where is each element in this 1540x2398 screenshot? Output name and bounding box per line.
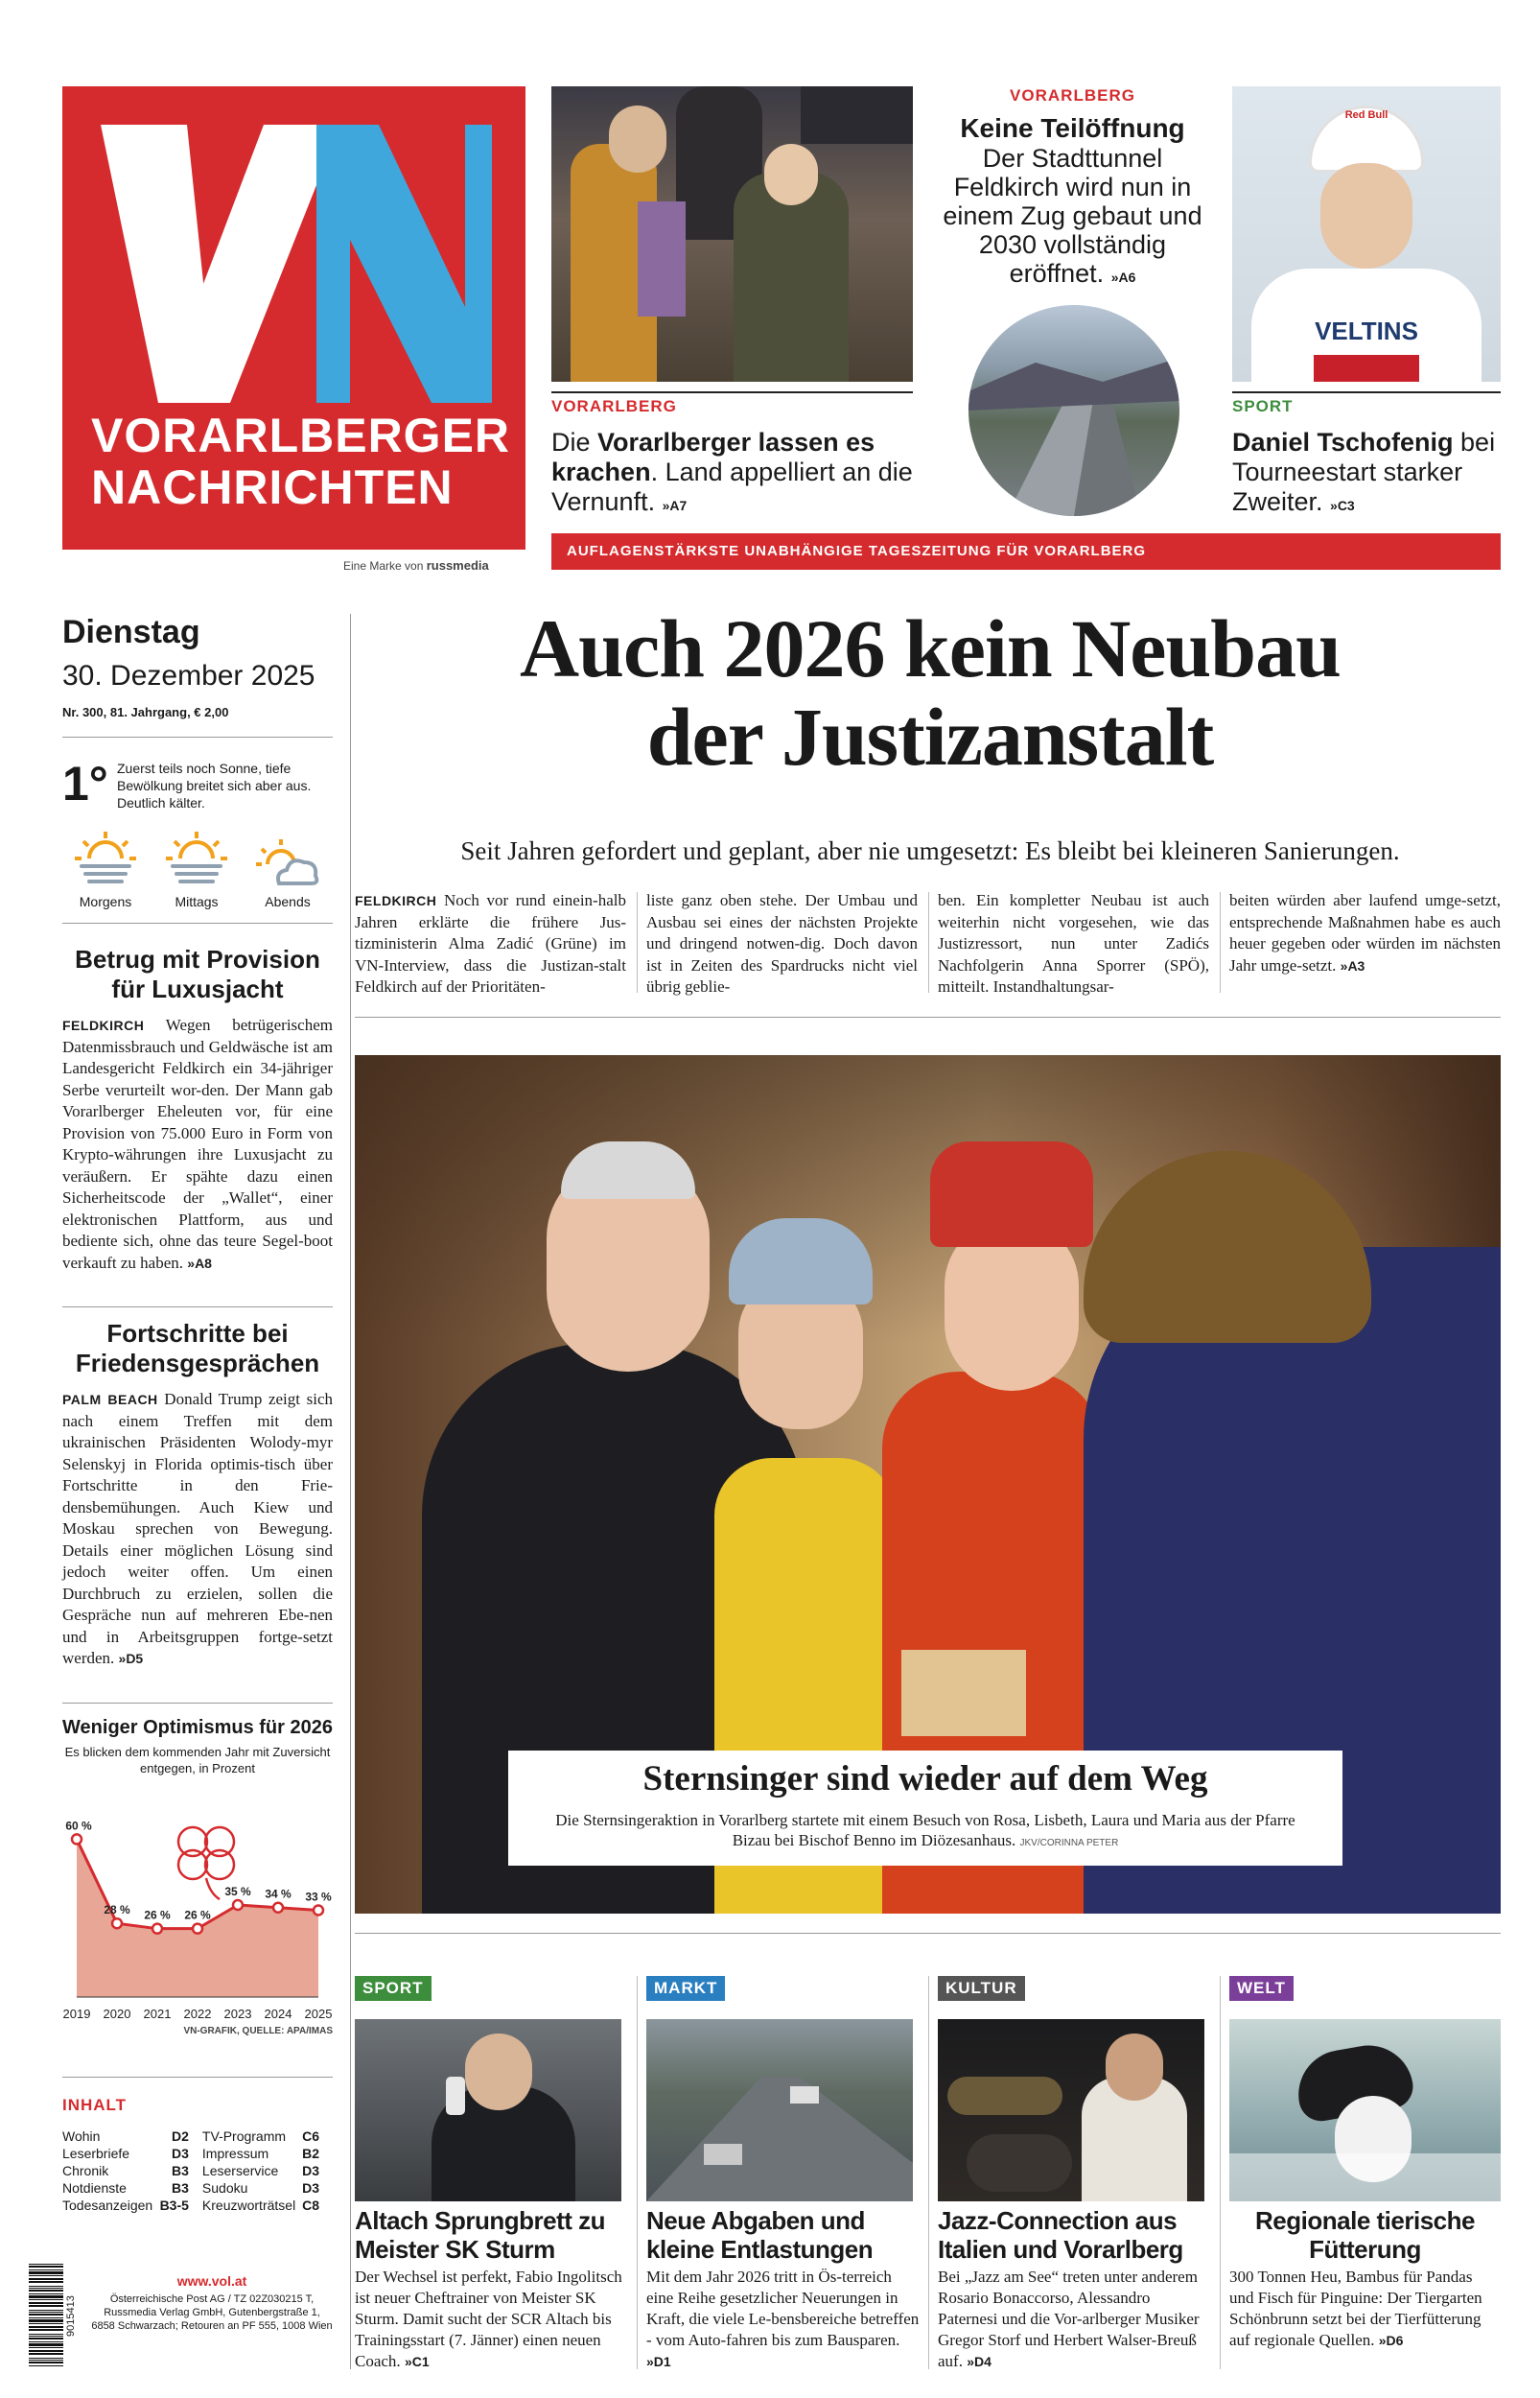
index-section[interactable]: Todesanzeigen: [62, 2198, 153, 2213]
bottom-ref-sport[interactable]: »C1: [404, 2354, 430, 2369]
bottom-ref-kultur[interactable]: »D4: [967, 2354, 992, 2369]
bottom-tag-markt[interactable]: MARKT: [646, 1976, 725, 2001]
brand-name: russmedia: [426, 558, 489, 573]
chart-data-label: 35 %: [224, 1885, 251, 1898]
chart-data-label: 33 %: [305, 1890, 332, 1904]
index-page: B3-5: [159, 2198, 189, 2213]
chart-point: [152, 1924, 162, 1934]
index-title: INHALT: [62, 2096, 128, 2114]
lead-headline-1[interactable]: Auch 2026 kein Neubau: [520, 602, 1341, 694]
lead-dateline: FELDKIRCH: [355, 893, 437, 908]
teaser1-kicker: VORARLBERG: [551, 397, 677, 415]
chart-data-label: 26 %: [184, 1908, 211, 1922]
index-page: D2: [172, 2128, 189, 2144]
chart-data-label: 34 %: [265, 1887, 292, 1901]
tunnel-road-icon: [968, 305, 1179, 516]
photo-caption-title[interactable]: Sternsinger sind wieder auf dem Weg: [642, 1759, 1208, 1798]
teaser3-kicker: SPORT: [1232, 397, 1294, 415]
lead-col-4: [1229, 890, 1501, 976]
chart-x-tick-label: 2020: [103, 2007, 131, 2021]
weather-morning-label: Morgens: [79, 894, 132, 909]
chart-data-label: 60 %: [65, 1819, 92, 1833]
index-section[interactable]: Notdienste: [62, 2180, 127, 2196]
lead-col-2: liste ganz oben stehe. Der Umbau und Ausbau sei eines der nächsten Projekte und dringend notwen-dig. Doch davon ist in Zeiten des Spardrucks nicht viel übrig geblie-: [646, 891, 918, 996]
teaser3-body: bei Tourneestart starker Zweiter.: [1232, 428, 1496, 516]
bottom-title-welt[interactable]: Regionale tierische Fütterung: [1255, 2206, 1475, 2264]
bottom-body-kultur-text: Bei „Jazz am See“ treten unter anderem Rosario Bonaccorso, Alessandro Paternesi und die Vor-arlberger Musiker Gregor Storf und Herbert Walser-Breuß auf.: [938, 2268, 1200, 2370]
date-day: Dienstag: [62, 614, 200, 650]
optimism-chart: [58, 1775, 338, 2026]
left-story2-dateline: PALM BEACH: [62, 1392, 158, 1407]
weather-evening-label: Abends: [265, 894, 311, 909]
teaser1-photo[interactable]: [551, 86, 913, 382]
bottom-body-markt-text: Mit dem Jahr 2026 tritt in Ös-terreich eine Reihe gesetzlicher Neuerungen in Kraft, die viele Le-bensbereiche betreffen - vom Auto-fahren bis zum Bausparen.: [646, 2268, 920, 2349]
chart-point: [314, 1905, 323, 1915]
chart-x-tick-label: 2025: [304, 2007, 333, 2021]
chart-point: [112, 1918, 122, 1928]
bottom-body-sport-text: Der Wechsel ist perfekt, Fabio Ingolitsch ist neuer Cheftrainer von Meister SK Sturm. Damit sucht der SCR Altach bis Trainingsstart (7. Jänner) einen neuen Coach.: [355, 2268, 622, 2370]
clover-leaf-icon: [205, 1850, 234, 1879]
index-row: [62, 2128, 333, 2145]
imprint-text: Österreichische Post AG / TZ 02Z030215 T, Russmedia Verlag GmbH, Gutenbergstraße 1, 6858 Schwarzach; Retouren an PF 555, 1008 Wien: [91, 2293, 333, 2332]
index-section[interactable]: Impressum: [201, 2146, 269, 2161]
bottom-photo-kultur[interactable]: [938, 2019, 1204, 2201]
barcode: [29, 2264, 82, 2369]
bottom-photo-welt[interactable]: [1229, 2019, 1501, 2201]
index-section[interactable]: Chronik: [62, 2163, 109, 2178]
teaser1-bold: Vorarlberger lassen es krachen: [551, 428, 875, 486]
left-story1-body: [62, 1015, 333, 1274]
masthead-logo[interactable]: [62, 86, 525, 550]
sun-fog-icon: [72, 830, 139, 889]
chart-x-tick-label: 2021: [143, 2007, 172, 2021]
clover-leaf-icon: [178, 1850, 207, 1879]
issue-info: Nr. 300, 81. Jahrgang, € 2,00: [62, 705, 229, 719]
chart-title: Weniger Optimismus für 2026: [62, 1717, 333, 1738]
index-row: [62, 2179, 333, 2197]
weather-temp: 1°: [62, 757, 108, 811]
date-full: 30. Dezember 2025: [62, 660, 315, 692]
index-section[interactable]: TV-Programm: [201, 2128, 287, 2144]
index-table: [62, 2128, 333, 2214]
teaser2-ref[interactable]: »A6: [1110, 270, 1136, 285]
chart-x-tick-label: 2024: [264, 2007, 292, 2021]
lead-col-3: ben. Ein kompletter Neubau ist auch weiterhin nicht vorgesehen, wie das Justizressort, nun unter Zadićs Nachfolgerin Anna Sporrer (SPÖ), mitteilt. Instandhaltungsar-: [938, 891, 1209, 996]
left-story2-ref[interactable]: »D5: [118, 1651, 144, 1666]
index-page: D3: [302, 2180, 319, 2196]
lead-col4-text: beiten würden aber laufend umge-setzt, entsprechende Maßnahmen habe es auch heuer gegeben oder würden im nächsten Jahr umge-setzt.: [1229, 891, 1501, 975]
bottom-title-sport[interactable]: Altach Sprungbrett zu Meister SK Sturm: [355, 2206, 606, 2264]
left-story1-title[interactable]: Betrug mit Provision für Luxusjacht: [75, 945, 320, 1003]
index-section[interactable]: Wohin: [62, 2128, 101, 2144]
chart-source: VN-GRAFIK, QUELLE: APA/IMAS: [183, 2026, 333, 2036]
bottom-ref-markt[interactable]: »D1: [646, 2354, 671, 2369]
bottom-body-markt: [646, 2267, 920, 2372]
index-page: D3: [172, 2146, 189, 2161]
chart-point: [72, 1834, 82, 1844]
photo-caption-box: [508, 1751, 1342, 1866]
bottom-photo-sport[interactable]: [355, 2019, 621, 2201]
weather-morning: [62, 830, 149, 909]
index-page: C8: [302, 2198, 319, 2213]
chart-point: [273, 1903, 283, 1913]
highway-icon: [646, 2019, 913, 2201]
index-row: [62, 2145, 333, 2162]
index-section[interactable]: Leserbriefe: [62, 2146, 130, 2161]
chart-x-tick-label: 2022: [183, 2007, 212, 2021]
imprint-url[interactable]: www.vol.at: [176, 2273, 247, 2289]
lead-col1-text: Noch vor rund einein-halb Jahren erklärte die frühere Jus-tizministerin Alma Zadić (Grüne) im VN-Interview, dass die Justizan-stalt Feldkirch auf der Prioritäten-: [355, 891, 626, 996]
bottom-title-kultur[interactable]: Jazz-Connection aus Italien und Vorarlberg: [938, 2206, 1183, 2264]
lead-subhead: Seit Jahren gefordert und geplant, aber nie umgesetzt: Es bleibt bei kleineren Sanierungen.: [460, 836, 1400, 865]
lead-ref[interactable]: »A3: [1340, 957, 1365, 974]
index-row: [62, 2162, 333, 2179]
index-page: B3: [172, 2180, 189, 2196]
tagline-bar: [551, 533, 1501, 570]
teaser2-kicker: VORARLBERG: [1010, 86, 1135, 105]
index-section[interactable]: Sudoku: [201, 2180, 248, 2196]
teaser3-bold: Daniel Tschofenig: [1232, 428, 1454, 457]
left-story1-dateline: FELDKIRCH: [62, 1018, 145, 1033]
index-section[interactable]: Kreuzworträtsel: [201, 2198, 296, 2213]
teaser3-text[interactable]: [1232, 428, 1510, 521]
masthead-name-line2: NACHRICHTEN: [91, 460, 454, 514]
weather-evening: [245, 830, 331, 909]
chart-data-label: 26 %: [144, 1908, 171, 1922]
bottom-tag-sport[interactable]: SPORT: [355, 1976, 432, 2001]
teaser3-photo[interactable]: [1232, 86, 1501, 382]
bottom-body-sport: [355, 2267, 628, 2372]
masthead-name-line1: VORARLBERGER: [91, 409, 511, 462]
photo-caption-text: [547, 1810, 1304, 1853]
bottom-tag-kultur[interactable]: KULTUR: [938, 1976, 1025, 2001]
teaser2-photo[interactable]: [968, 305, 1179, 516]
brand-note: [343, 558, 489, 573]
bottom-body-welt: [1229, 2267, 1501, 2351]
index-section[interactable]: Leserservice: [201, 2163, 279, 2178]
teaser3-bib-text: VELTINS: [1315, 317, 1418, 345]
teaser1-text[interactable]: [551, 428, 916, 521]
left-story1-ref[interactable]: »A8: [187, 1255, 212, 1271]
weather-noon: [153, 830, 240, 909]
photo-caption-body: Die Sternsingeraktion in Vorarlberg startete mit einem Besuch von Rosa, Lisbeth, Laura und Maria aus der Pfarre Bizau bei Bischof Benno im Diözesanhaus.: [555, 1811, 1295, 1849]
left-story1-text: Wegen betrügerischem Datenmissbrauch und Geldwäsche ist am Landesgericht Feldkirch ein 34-jähriger Serbe verurteilt wor-den. Der Mann gab Vorarlberger Eheleuten vor, für eine Provision von 75.000 Euro in Form von Krypto-währungen ihre Luxusjacht zu veräußern. Er spähte dazu einen Sicherheitscode der „Wallet“, einer elektronischen Plattform, aus und bediente sich, ohne das teure Segel-boot verkauft zu haben.: [62, 1016, 333, 1272]
teaser3-cap-text: Red Bull: [1344, 109, 1388, 121]
photo-credit: JKV/CORINNA PETER: [1019, 1838, 1119, 1848]
left-story2-body: [62, 1389, 333, 1670]
clover-leaf-icon: [205, 1827, 234, 1856]
teaser2-body: Der Stadttunnel Feldkirch wird nun in einem Zug gebaut und 2030 vollständig eröffnet.: [943, 144, 1202, 288]
sun-cloud-icon: [254, 830, 321, 889]
sun-fog-icon: [163, 830, 230, 889]
index-page: C6: [302, 2128, 319, 2144]
weather-text: Zuerst teils noch Sonne, tiefe Bewölkung breitet sich aber aus. Deutlich kälter.: [117, 761, 312, 811]
index-page: D3: [302, 2163, 319, 2178]
index-row: [62, 2197, 333, 2214]
bottom-photo-markt[interactable]: [646, 2019, 913, 2201]
teaser1-text-b: . Land appelliert an die Vernunft.: [551, 458, 913, 516]
bottom-tag-welt[interactable]: WELT: [1229, 1976, 1294, 2001]
chart-subtitle: Es blicken dem kommenden Jahr mit Zuversicht entgegen, in Prozent: [64, 1745, 331, 1775]
index-page: B3: [172, 2163, 189, 2178]
barcode-icon: [29, 2264, 63, 2369]
bottom-ref-welt[interactable]: »D6: [1378, 2333, 1404, 2348]
clover-leaf-icon: [178, 1827, 207, 1856]
chart-x-tick-label: 2019: [62, 2007, 91, 2021]
teaser1-ref[interactable]: »A7: [662, 498, 688, 513]
barcode-number: 9015413: [65, 2295, 77, 2338]
bottom-body-welt-text: 300 Tonnen Heu, Bambus für Pandas und Fisch für Pinguine: Der Tiergarten Schönbrunn setzt bei der Tierfütterung auf regionale Quellen.: [1229, 2268, 1482, 2349]
bottom-body-kultur: [938, 2267, 1211, 2372]
chart-point: [193, 1924, 202, 1934]
tagline-text: AUFLAGENSTÄRKSTE UNABHÄNGIGE TAGESZEITUNG FÜR VORARLBERG: [567, 543, 1147, 559]
clover-stem-icon: [206, 1878, 220, 1899]
teaser1-text-a: Die: [551, 428, 598, 457]
teaser3-ref[interactable]: »C3: [1330, 498, 1355, 513]
chart-point: [233, 1900, 243, 1910]
left-story2-title[interactable]: Fortschritte bei Friedensgesprächen: [75, 1319, 320, 1377]
chart-x-tick-label: 2023: [223, 2007, 252, 2021]
chart-data-label: 28 %: [104, 1903, 130, 1917]
teaser2-title: Keine Teilöffnung: [960, 113, 1185, 143]
weather-noon-label: Mittags: [175, 894, 219, 909]
left-story2-text: Donald Trump zeigt sich nach einem Treffen mit dem ukrainischen Präsidenten Wolody-myr Selenskyj in Florida optimis-tisch über Fortschritte in den Frie-densbemühungen. Auch Kiew und Moskau sprechen von Bewegung. Details einer möglichen Lösung sind jedoch weiter offen. Um einen Durchbruch zu erzielen, sollen die Gespräche nun auf mehreren Ebe-nen und in Arbeitsgruppen fortge-setzt werden.: [62, 1390, 333, 1667]
brand-note-text: Eine Marke von: [343, 559, 424, 573]
lead-headline-2[interactable]: der Justizanstalt: [646, 691, 1214, 783]
teaser2-text[interactable]: [935, 144, 1210, 292]
bottom-title-markt[interactable]: Neue Abgaben und kleine Entlastungen: [646, 2206, 874, 2264]
index-page: B2: [302, 2146, 319, 2161]
lead-col-1: [355, 890, 626, 999]
